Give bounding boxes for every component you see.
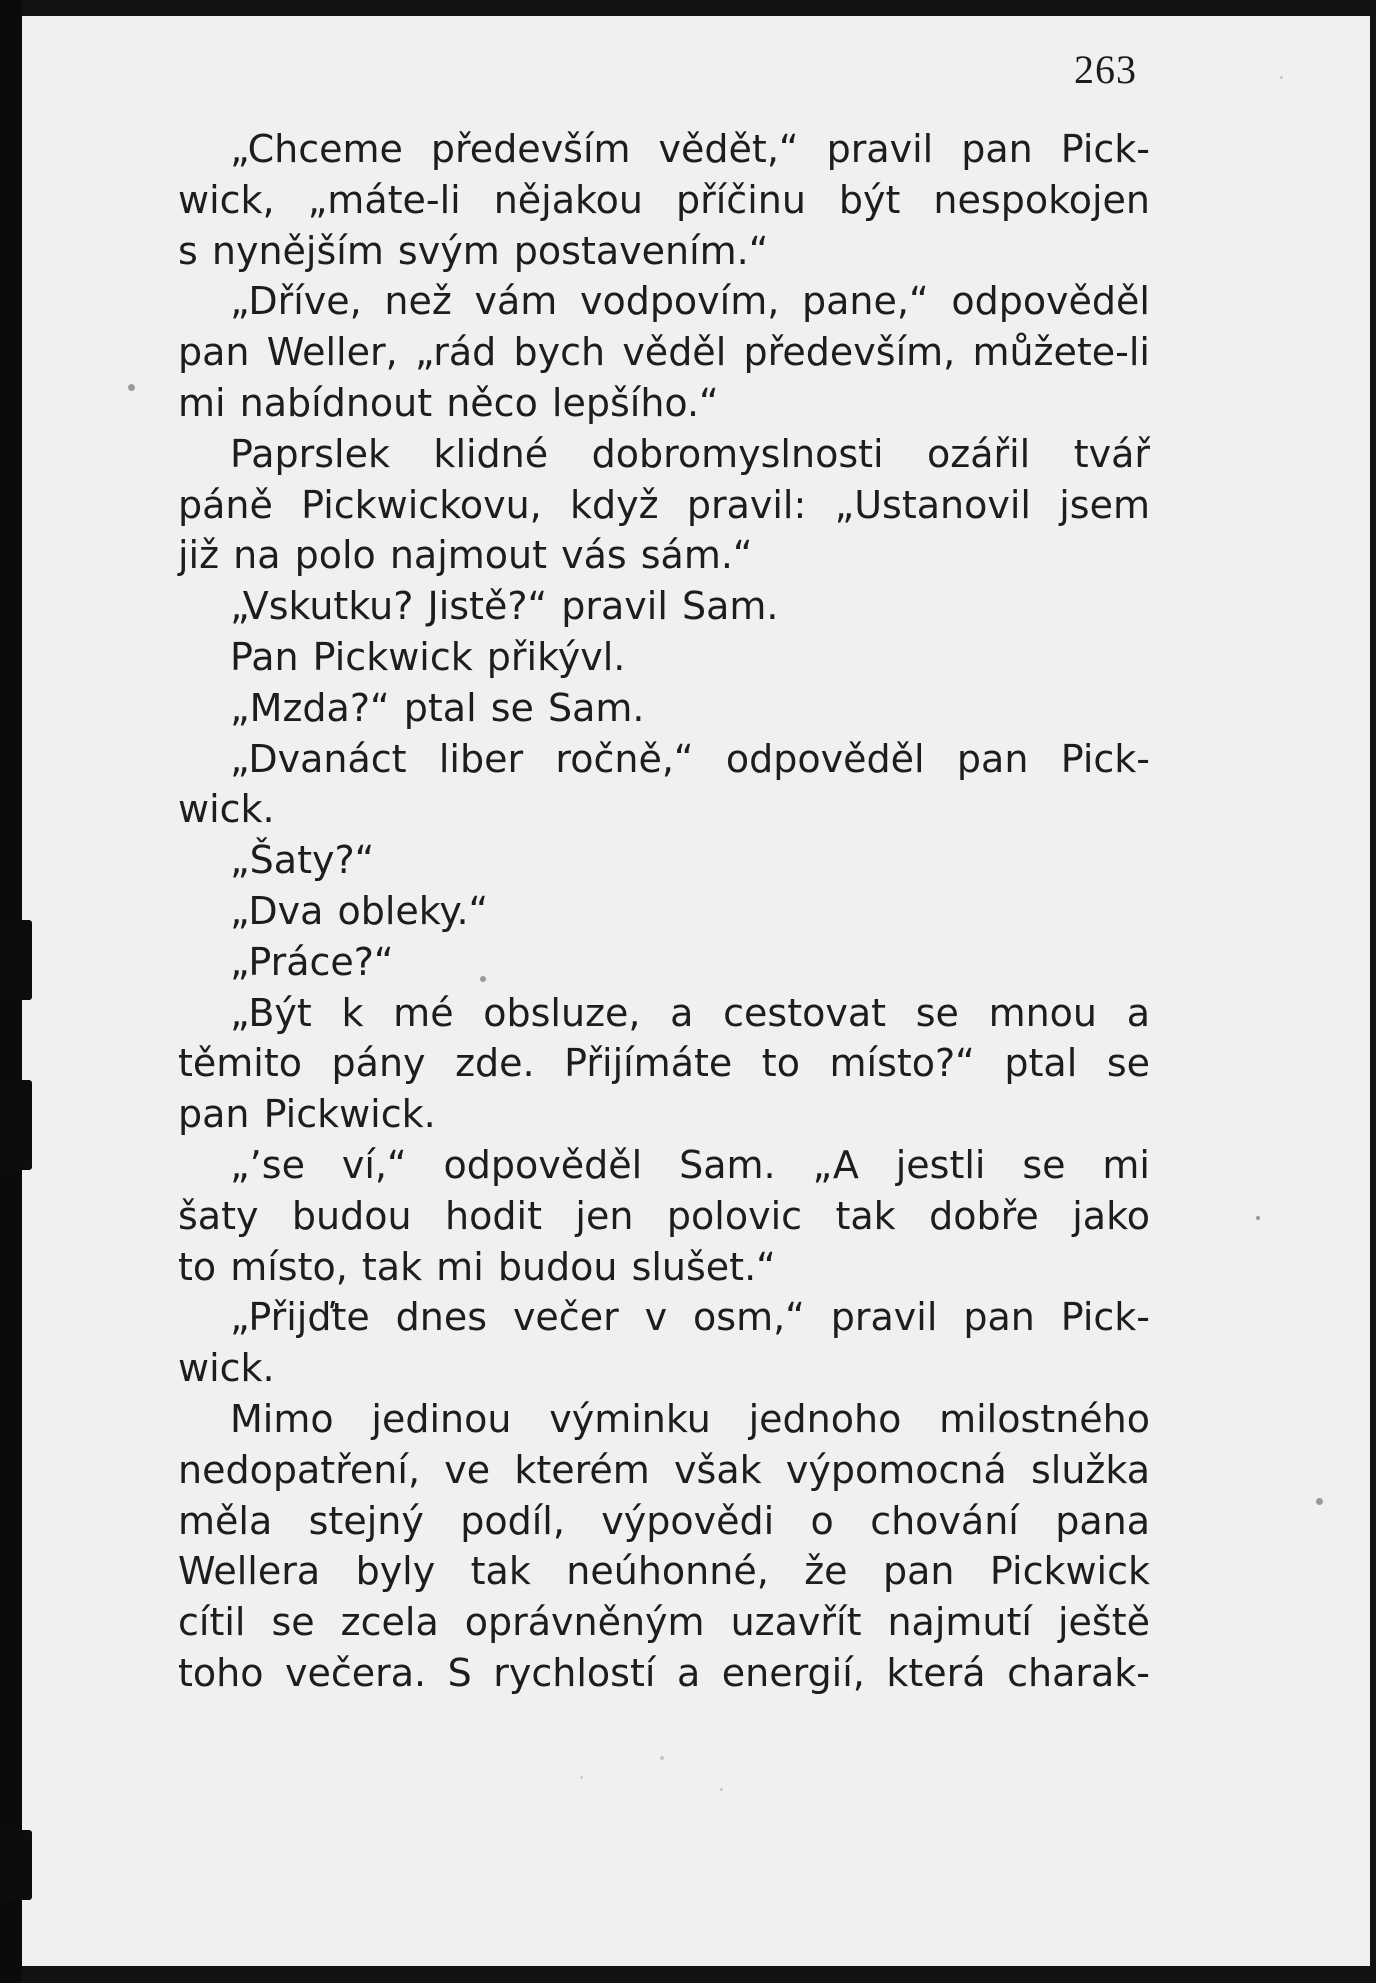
- text-line: „Vskutku? Jistě?“ pravil Sam.: [230, 584, 779, 629]
- binding-mark: [6, 1080, 32, 1170]
- text-line: to místo, tak mi budou slušet.“: [178, 1244, 776, 1289]
- paper-speck: [580, 1776, 583, 1779]
- text-line: nedopatření, ve kterém však výpomocná služka: [178, 1447, 1150, 1492]
- text-line: cítil se zcela oprávněným uzavřít najmutí ještě: [178, 1600, 1150, 1645]
- text-line: s nynějším svým postavením.“: [178, 228, 769, 273]
- text-line: „Přijďte dnes večer v osm,“ pravil pan Pick-: [230, 1295, 1150, 1340]
- text-line: již na polo najmout vás sám.“: [178, 533, 753, 578]
- paper-speck: [1316, 1498, 1323, 1505]
- text-line: wick.: [178, 787, 275, 832]
- text-line: toho večera. S rychlostí a energií, která charak-: [178, 1650, 1150, 1695]
- text-line: pan Weller, „rád bych věděl především, můžete-li: [178, 330, 1150, 375]
- paper-speck: [660, 1756, 664, 1760]
- text-line: „Mzda?“ ptal se Sam.: [230, 685, 645, 730]
- paper-speck: [128, 384, 135, 391]
- text-line: měla stejný podíl, výpovědi o chování pana: [178, 1498, 1150, 1543]
- body-text: [178, 124, 1150, 1699]
- text-line: „Dva obleky.“: [230, 888, 489, 933]
- paper-speck: [720, 1788, 723, 1791]
- text-line: „Být k mé obsluze, a cestovat se mnou a: [230, 990, 1150, 1035]
- page-number: 263: [1074, 47, 1137, 92]
- binding-mark: [6, 1830, 32, 1900]
- text-line: šaty budou hodit jen polovic tak dobře jako: [178, 1193, 1150, 1238]
- text-line: „Chceme především vědět,“ pravil pan Pick-: [230, 127, 1150, 171]
- paper-speck: [1280, 76, 1283, 79]
- text-line: Mimo jedinou výminku jednoho milostného: [230, 1396, 1150, 1441]
- text-line: „Šaty?“: [230, 838, 375, 883]
- text-line: pan Pickwick.: [178, 1092, 436, 1137]
- paper-speck: [1256, 1216, 1260, 1220]
- text-line: Paprslek klidné dobromyslnosti ozářil tvář: [230, 431, 1150, 476]
- text-line: těmito pány zde. Přijímáte to místo?“ ptal se: [178, 1041, 1150, 1086]
- binding-mark: [6, 920, 32, 1000]
- text-line: páně Pickwickovu, když pravil: „Ustanovil jsem: [178, 482, 1150, 527]
- text-line: mi nabídnout něco lepšího.“: [178, 380, 719, 425]
- text-line: „’se ví,“ odpověděl Sam. „A jestli se mi: [230, 1142, 1150, 1187]
- text-line: Pan Pickwick přikývl.: [230, 634, 626, 679]
- text-line: wick.: [178, 1346, 275, 1391]
- text-line: „Dvanáct liber ročně,“ odpověděl pan Pick-: [230, 736, 1150, 781]
- text-line: „Dříve, než vám vodpovím, pane,“ odpověděl: [230, 279, 1150, 324]
- text-line: wick, „máte-li nějakou příčinu být nespokojen: [178, 177, 1150, 222]
- text-line: „Práce?“: [230, 939, 394, 984]
- text-line: Wellera byly tak neúhonné, že pan Pickwick: [178, 1549, 1150, 1594]
